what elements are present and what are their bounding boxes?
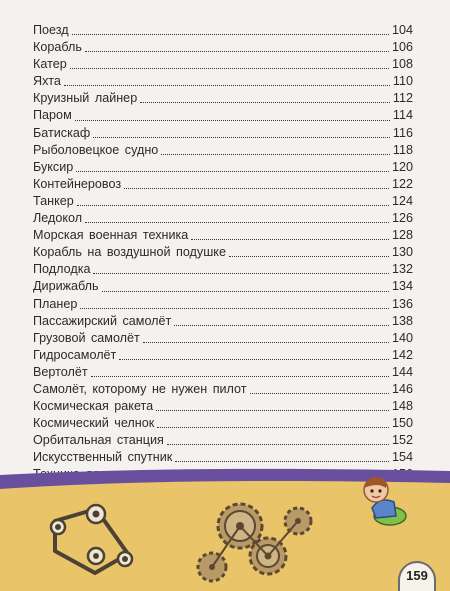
toc-entry-title: Подлодка	[33, 262, 91, 277]
toc-entry	[33, 261, 413, 278]
toc-entry-title: Контейнеровоз	[33, 176, 122, 191]
toc-entry-title: Поезд	[33, 23, 69, 37]
toc-entry-page: 112	[392, 91, 413, 106]
dot-leader	[156, 409, 389, 411]
toc-entry-page: 138	[391, 313, 413, 328]
toc-entry-page: 128	[391, 228, 413, 243]
toc-entry-page: 124	[391, 193, 413, 208]
toc-entry-page: 132	[391, 262, 413, 277]
toc-entry-title: Грузовой самолёт	[33, 330, 140, 345]
toc-entry-page: 130	[391, 245, 413, 260]
toc-entry-page: 144	[391, 364, 413, 379]
dot-leader	[143, 341, 389, 343]
toc-entry-page: 126	[391, 211, 413, 226]
toc-entry-page: 150	[391, 416, 413, 431]
toc-entry	[33, 125, 413, 142]
toc-entry-page: 154	[391, 450, 413, 465]
toc-entry-title: Яхта	[33, 74, 61, 89]
toc-entry	[33, 244, 413, 261]
dot-leader	[76, 170, 389, 172]
toc-entry-title: Космическая ракета	[33, 399, 154, 414]
toc-entry	[33, 364, 413, 381]
dot-leader	[119, 358, 389, 360]
toc-entry-title: Морская военная техника	[33, 228, 189, 243]
page-number: 159	[406, 568, 428, 583]
toc-entry-title: Искусственный спутник	[33, 450, 173, 465]
dot-leader	[77, 204, 389, 206]
toc-entry-title: Батискаф	[33, 125, 91, 140]
toc-entry-title: Рыболовецкое судно	[33, 142, 159, 157]
toc-entry-title: Орбитальная станция	[33, 433, 164, 448]
dot-leader	[250, 392, 389, 394]
toc-entry-title: Буксир	[33, 159, 74, 174]
toc-entry	[33, 176, 413, 193]
toc-entry-title: Паром	[33, 108, 72, 123]
toc-entry	[33, 193, 413, 210]
toc-entry-title: Ледокол	[33, 211, 83, 226]
toc-entry-page: 142	[391, 347, 413, 362]
toc-entry-page: 104	[391, 23, 413, 37]
toc-entry-title: Танкер	[33, 193, 74, 208]
toc-entry-page: 106	[391, 40, 413, 55]
toc-entry-page: 140	[391, 330, 413, 345]
toc-entry	[33, 432, 413, 449]
toc-entry-page: 146	[391, 381, 413, 396]
toc-entry-title: Круизный лайнер	[33, 91, 138, 106]
dot-leader	[70, 67, 389, 69]
toc-entry	[33, 415, 413, 432]
toc-entry-page: 114	[392, 108, 413, 123]
dot-leader	[91, 375, 389, 377]
toc-entry	[33, 22, 413, 39]
toc-entry-page: 110	[392, 74, 413, 89]
toc-entry	[33, 227, 413, 244]
toc-entry	[33, 296, 413, 313]
toc-entry-page: 120	[391, 159, 413, 174]
toc-entry	[33, 381, 413, 398]
toc-entry-title: Космический челнок	[33, 416, 155, 431]
dot-leader	[161, 153, 390, 155]
toc-entry-page: 152	[391, 433, 413, 448]
toc-entry-title: Корабль на воздушной подушке	[33, 245, 226, 260]
table-of-contents	[33, 22, 413, 484]
toc-entry	[33, 313, 413, 330]
boy-character-icon	[350, 468, 420, 530]
dot-leader	[124, 187, 389, 189]
toc-entry-title: Дирижабль	[33, 279, 99, 294]
toc-entry-page: 148	[391, 399, 413, 414]
toc-entry-page: 134	[391, 279, 413, 294]
page-number-badge	[398, 561, 436, 591]
toc-entry	[33, 347, 413, 364]
toc-entry	[33, 107, 413, 124]
toc-entry-page: 108	[391, 57, 413, 72]
toc-entry	[33, 278, 413, 295]
toc-entry	[33, 398, 413, 415]
toc-entry	[33, 330, 413, 347]
toc-entry	[33, 142, 413, 159]
dot-leader	[191, 238, 389, 240]
toc-entry-title: Самолёт, которому не нужен пилот	[33, 381, 247, 396]
dot-leader	[93, 136, 390, 138]
toc-entry-page: 116	[392, 125, 413, 140]
dot-leader	[93, 272, 389, 274]
dot-leader	[64, 84, 390, 86]
toc-entry-title: Гидросамолёт	[33, 347, 117, 362]
toc-entry	[33, 90, 413, 107]
toc-entry	[33, 159, 413, 176]
dot-leader	[80, 307, 389, 309]
dot-leader	[75, 119, 390, 121]
toc-entry	[33, 56, 413, 73]
dot-leader	[229, 255, 389, 257]
toc-entry-title: Пассажирский самолёт	[33, 313, 172, 328]
toc-entry	[33, 39, 413, 56]
dot-leader	[102, 290, 389, 292]
toc-entry	[33, 210, 413, 227]
dot-leader	[174, 324, 389, 326]
toc-entry-title: Корабль	[33, 40, 82, 55]
dot-leader	[167, 443, 389, 445]
dot-leader	[85, 50, 389, 52]
toc-entry-page: 136	[391, 296, 413, 311]
dot-leader	[85, 221, 389, 223]
dot-leader	[140, 101, 390, 103]
dot-leader	[157, 426, 389, 428]
toc-entry-page: 122	[391, 176, 413, 191]
dot-leader	[72, 33, 389, 35]
toc-entry-page: 118	[392, 142, 413, 157]
toc-entry-title: Вертолёт	[33, 364, 88, 379]
toc-entry	[33, 73, 413, 90]
toc-entry-title: Катер	[33, 57, 67, 72]
toc-entry-title: Планер	[33, 296, 78, 311]
